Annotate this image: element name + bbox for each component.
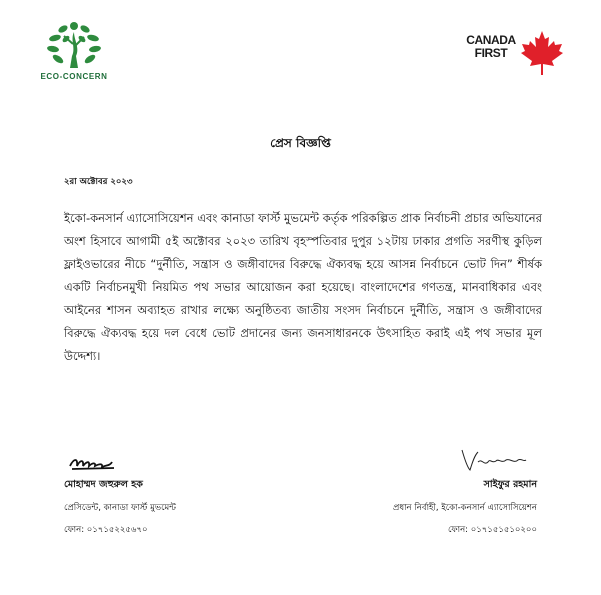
- signatory-right-name: সাইফুর রহমান: [483, 479, 537, 490]
- signatory-left-designation: প্রেসিডেন্ট, কানাডা ফার্স্ট মুভমেন্ট: [64, 503, 176, 513]
- signatory-right-phone: ফোন: ০১৭১৫১৫১০২০০: [447, 525, 537, 535]
- document-date: ২রা অক্টোবর ২০২৩: [64, 177, 133, 187]
- press-release-body: ইকো-কনসার্ন এ্যাসোসিয়েশন এবং কানাডা ফার্স্ট মুভমেন্ট কর্তৃক পরিকল্পিত প্রাক নির্বাচনী প্রচার অভিযানের অংশ হিসাবে আগামী ৫ই অক্টোবর ২০২৩ তারিখ বৃহস্পতিবার দুপুর ১২টায় ঢাকার প্রগতি সরণীস্থ কুড়িল ফ্লাইওভারের নীচে “দুর্নীতি, সন্ত্রাস ও জঙ্গীবাদের বিরুদ্ধে ঐক্যবদ্ধ হয়ে আসন্ন নির্বাচনে ভোট দিন” শীর্ষক একটি নির্বাচনমুখী নিয়মিত পথ সভার আয়োজন করা হয়েছে। বাংলাদেশের গণতন্ত্র, মানবাধিকার এবং আইনের শাসন অব্যাহত রাখার লক্ষ্যে অনুষ্ঠিতব্য জাতীয় সংসদ নির্বাচনে দুর্নীতি, সন্ত্রাস ও জঙ্গীবাদের বিরুদ্ধে ঐক্যবদ্ধ হয়ে দল বেধে ভোট প্রদানের জন্য জনসাধারনকে উৎসাহিত করাই এই পথ সভার মূল উদ্দেশ্য।: [64, 211, 542, 363]
- eco-tree-icon: [46, 20, 102, 70]
- signatory-right-designation: প্রধান নির্বাহী, ইকো-কনসার্ন এ্যাসোসিয়েশন: [392, 503, 537, 513]
- signatory-left: [64, 478, 176, 545]
- signatory-left-phone: ফোন: ০১৭১৫২২৫৬৭০: [64, 525, 148, 535]
- canada-logo-line1: CANADA: [466, 33, 516, 47]
- canada-logo-text: [460, 34, 522, 60]
- signatory-right: [393, 478, 537, 545]
- document-title: প্রেস বিজ্ঞপ্তি: [270, 136, 331, 150]
- eco-logo-text: ECO-CONCERN: [40, 72, 108, 81]
- canada-first-logo: [460, 30, 570, 80]
- signatory-left-name: মোহাম্মদ জহুরুল হক: [64, 479, 143, 490]
- signature-left-icon: [68, 454, 118, 474]
- eco-concern-logo: [26, 20, 122, 86]
- signature-right-icon: [458, 446, 528, 476]
- canada-logo-line2: FIRST: [474, 46, 508, 60]
- maple-leaf-icon: [520, 30, 564, 76]
